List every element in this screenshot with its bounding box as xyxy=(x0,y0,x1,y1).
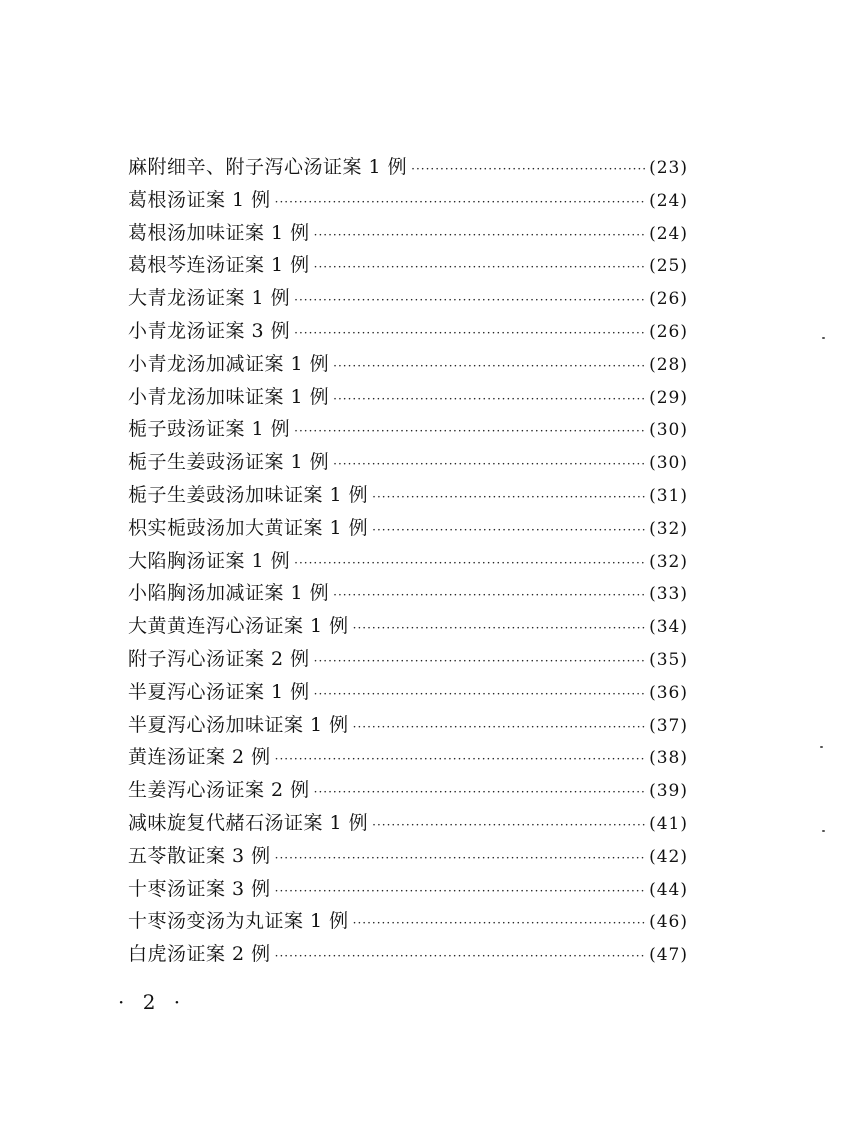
toc-entry-page: (23) xyxy=(649,158,688,178)
toc-entry-title: 生姜泻心汤证案 2 例 xyxy=(128,779,310,802)
toc-entry xyxy=(128,709,688,742)
toc-entry xyxy=(128,545,688,578)
toc-entry xyxy=(128,643,688,676)
dot-leader xyxy=(314,678,645,711)
toc-entry-title: 枳实栀豉汤加大黄证案 1 例 xyxy=(128,516,369,539)
toc-entry-title: 五苓散证案 3 例 xyxy=(128,844,271,867)
dot-leader xyxy=(314,645,645,678)
dot-leader xyxy=(353,612,645,645)
toc-entry-page: (47) xyxy=(649,945,688,966)
dot-leader xyxy=(411,153,645,186)
toc-entry-page: (31) xyxy=(649,485,688,506)
dot-leader xyxy=(333,383,645,416)
toc-entry xyxy=(128,184,688,217)
dot-leader xyxy=(294,317,645,350)
toc-entry-page: (33) xyxy=(649,584,688,605)
dot-leader xyxy=(372,809,645,842)
toc-entry-page: (24) xyxy=(649,223,688,244)
dot-leader xyxy=(353,907,645,940)
dot-leader xyxy=(275,875,645,908)
toc-entry-page: (29) xyxy=(649,387,688,408)
dot-leader xyxy=(372,514,645,547)
toc-entry-title: 大黄黄连泻心汤证案 1 例 xyxy=(128,615,349,638)
toc-entry xyxy=(128,610,688,643)
toc-entry xyxy=(128,905,688,938)
toc-entry xyxy=(128,479,688,512)
toc-entry-title: 小青龙汤加味证案 1 例 xyxy=(128,385,330,408)
toc-entry xyxy=(128,315,688,348)
toc-entry xyxy=(128,873,688,906)
toc-entry xyxy=(128,807,688,840)
toc-entry xyxy=(128,348,688,381)
scan-speck xyxy=(820,746,823,748)
toc-entry-page: (39) xyxy=(649,781,688,802)
dot-leader xyxy=(372,481,645,514)
toc-entry-page: (30) xyxy=(649,420,688,441)
dot-leader xyxy=(294,284,645,317)
dot-leader xyxy=(333,579,645,612)
toc-entry-page: (37) xyxy=(649,715,688,736)
toc-entry xyxy=(128,741,688,774)
toc-entry xyxy=(128,774,688,807)
toc-entry-title: 栀子生姜豉汤证案 1 例 xyxy=(128,451,330,474)
toc-entry-page: (35) xyxy=(649,649,688,670)
toc-entry-title: 附子泻心汤证案 2 例 xyxy=(128,647,310,670)
dot-leader xyxy=(314,776,645,809)
toc-entry xyxy=(128,249,688,282)
dot-leader xyxy=(275,743,645,776)
toc-entry-page: (44) xyxy=(649,879,688,900)
toc-entry-title: 葛根汤证案 1 例 xyxy=(128,188,271,211)
toc-entry xyxy=(128,413,688,446)
toc-entry xyxy=(128,676,688,709)
toc-entry-title: 小陷胸汤加减证案 1 例 xyxy=(128,582,330,605)
toc-entry-title: 大陷胸汤证案 1 例 xyxy=(128,549,291,572)
toc-entry-title: 半夏泻心汤加味证案 1 例 xyxy=(128,713,349,736)
toc-entry-title: 半夏泻心汤证案 1 例 xyxy=(128,680,310,703)
toc-entry-title: 十枣汤证案 3 例 xyxy=(128,877,271,900)
toc-entry xyxy=(128,151,688,184)
toc-entry-title: 麻附细辛、附子泻心汤证案 1 例 xyxy=(128,156,408,178)
dot-leader xyxy=(353,711,645,744)
toc-entry-page: (42) xyxy=(649,846,688,867)
toc-entry xyxy=(128,446,688,479)
dot-leader xyxy=(314,251,645,284)
toc-entry-page: (30) xyxy=(649,453,688,474)
toc-entry-title: 大青龙汤证案 1 例 xyxy=(128,287,291,310)
dot-leader xyxy=(294,415,645,448)
toc-entry-page: (46) xyxy=(649,912,688,933)
toc-entry-page: (26) xyxy=(649,321,688,342)
toc-entry-title: 减味旋复代赭石汤证案 1 例 xyxy=(128,811,369,834)
scan-speck xyxy=(822,830,825,832)
toc-entry xyxy=(128,217,688,250)
toc-entry-page: (28) xyxy=(649,354,688,375)
dot-leader xyxy=(333,448,645,481)
dot-leader xyxy=(294,547,645,580)
toc-entry-title: 白虎汤证案 2 例 xyxy=(128,943,271,966)
toc-entry-page: (26) xyxy=(649,289,688,310)
toc-entry-title: 小青龙汤加减证案 1 例 xyxy=(128,352,330,375)
toc-entry-page: (24) xyxy=(649,190,688,211)
dot-leader xyxy=(314,219,645,252)
scan-speck xyxy=(822,337,825,339)
toc-entry-page: (38) xyxy=(649,748,688,769)
toc-entry-title: 黄连汤证案 2 例 xyxy=(128,746,271,769)
dot-leader xyxy=(275,940,645,973)
toc-entry xyxy=(128,938,688,971)
dot-leader xyxy=(275,842,645,875)
toc-entry-page: (32) xyxy=(649,551,688,572)
toc-entry-page: (41) xyxy=(649,813,688,834)
toc-entry-page: (25) xyxy=(649,256,688,277)
dot-leader xyxy=(275,186,645,219)
toc-entry-title: 栀子豉汤证案 1 例 xyxy=(128,418,291,441)
toc-entry xyxy=(128,577,688,610)
toc-entry-title: 小青龙汤证案 3 例 xyxy=(128,319,291,342)
toc-entry-title: 栀子生姜豉汤加味证案 1 例 xyxy=(128,483,369,506)
toc-entry xyxy=(128,840,688,873)
dot-leader xyxy=(333,350,645,383)
toc-entry-page: (34) xyxy=(649,617,688,638)
toc-entry xyxy=(128,512,688,545)
toc-entry-title: 十枣汤变汤为丸证案 1 例 xyxy=(128,910,349,933)
page-number: · 2 · xyxy=(118,990,187,1014)
table-of-contents xyxy=(128,151,688,971)
toc-entry-title: 葛根汤加味证案 1 例 xyxy=(128,221,310,244)
toc-entry-page: (32) xyxy=(649,518,688,539)
toc-entry-title: 葛根芩连汤证案 1 例 xyxy=(128,254,310,277)
toc-entry xyxy=(128,381,688,414)
toc-entry-page: (36) xyxy=(649,682,688,703)
toc-entry xyxy=(128,282,688,315)
